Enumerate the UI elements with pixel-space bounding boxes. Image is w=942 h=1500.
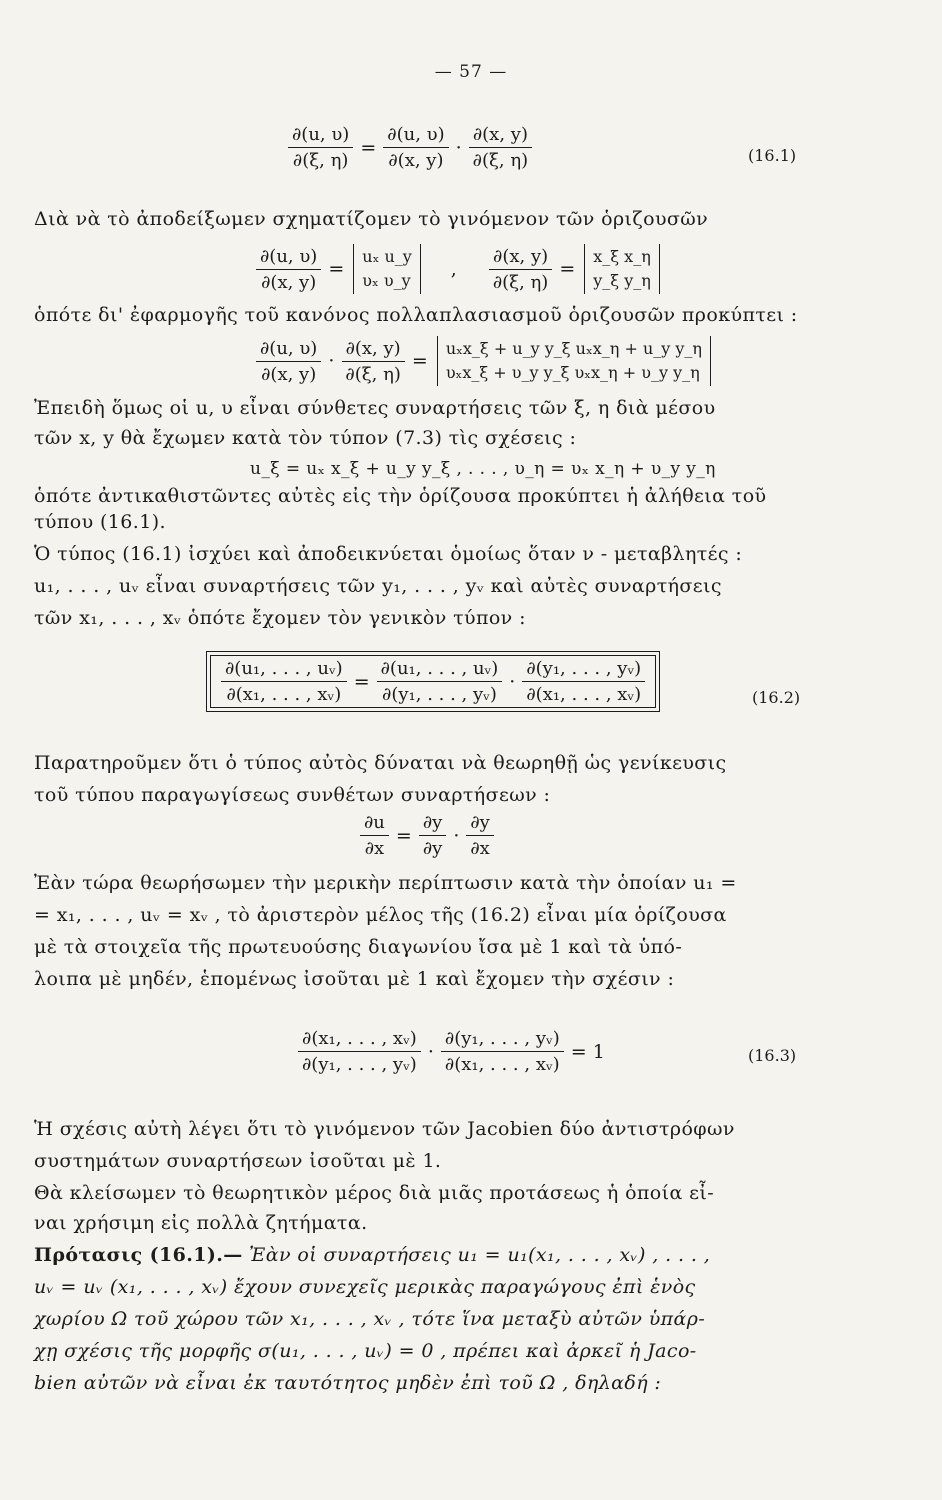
fraction: $\frac{\text{∂(y₁, . . . , yᵥ)}}{\text{∂(x₁, . . . , xᵥ)}}$	[522, 658, 645, 705]
text-line: = x₁, . . . , uᵥ = xᵥ , τὸ ἀριστερὸν μέλος τῆς (16.2) εἶναι μία ὁρίζουσα	[34, 904, 727, 926]
text-line: Ἐὰν τώρα θεωρήσωμεν τὴν μερικὴν περίπτωσιν κατὰ τὴν ὁποίαν u₁ =	[34, 872, 737, 894]
fraction: $\frac{\partial y}{\partial y}$	[419, 812, 446, 859]
fraction: $\frac{\partial u}{\partial x}$	[360, 812, 389, 859]
determinant: uₓx_ξ + u_y y_ξ uₓx_η + u_y y_η υₓx_ξ + υ_y y_ξ υₓx_η + υ_y y_η	[437, 336, 711, 386]
determinant: x_ξ x_η y_ξ y_η	[584, 244, 660, 294]
equation-tag: (16.3)	[748, 1046, 797, 1065]
text-line: ὁπότε δι' ἐφαρμογῆς τοῦ κανόνος πολλαπλασιασμοῦ ὁριζουσῶν προκύπτει :	[34, 304, 798, 326]
text-line: τῶν x₁, . . . , xᵥ ὁπότε ἔχομεν τὸν γενικὸν τύπον :	[34, 607, 526, 629]
text-line: τοῦ τύπου παραγωγίσεως συνθέτων συναρτήσεων :	[34, 784, 551, 806]
page-number: — 57 —	[434, 62, 508, 82]
fraction: $\frac{\partial y}{\partial x}$	[466, 812, 493, 859]
fraction: $\frac{\partial(x, y)}{\partial(\xi, \eta)}$	[341, 338, 405, 385]
text-line: λοιπα μὲ μηδέν, ἑπομένως ἰσοῦται μὲ 1 καὶ ἔχομεν τὴν σχέσιν :	[34, 968, 675, 990]
determinant: uₓ u_y υₓ υ_y	[353, 244, 421, 294]
chain-rule: $\frac{\partial u}{\partial x}$ = $\frac{\partial y}{\partial y}$ · $\frac{\partial y}{\partial x}$	[358, 812, 496, 859]
proposition-text: χωρίου Ω τοῦ χώρου τῶν x₁, . . . , xᵥ , τότε ἵνα μεταξὺ αὐτῶν ὑπάρ-	[34, 1308, 706, 1330]
equation-16-2: $\frac{\text{∂(u₁, . . . , uᵥ)}}{\text{∂(x₁, . . . , xᵥ)}}$ = $\frac{\text{∂(u₁, . . . , uᵥ)}}{\text{∂(y₁, . . . , yᵥ)}}$ · $\frac{\text{∂(y₁, . . . , yᵥ)}}{\text{∂(x₁, . . . , xᵥ)}}$	[210, 655, 656, 708]
text-line: τύπου (16.1).	[34, 511, 166, 533]
fraction: $\frac{\partial(x, y)}{\partial(\xi, \eta)}$	[489, 246, 553, 293]
proposition-text: χῃ σχέσις τῆς μορφῆς σ(u₁, . . . , uᵥ) = 0 , πρέπει καὶ ἀρκεῖ ἡ Jaco-	[34, 1340, 697, 1362]
dot-operator: ·	[455, 136, 462, 159]
text-line: Ἐπειδὴ ὅμως οἱ u, υ εἶναι σύνθετες συναρτήσεις τῶν ξ, η διὰ μέσου	[34, 397, 716, 419]
text-line: συστημάτων συναρτήσεων ἰσοῦται μὲ 1.	[34, 1150, 442, 1172]
equation-16-1	[286, 124, 534, 171]
fraction: $\frac{\partial(u, \upsilon)}{\partial(x, y)}$	[256, 246, 321, 293]
equation-tag: (16.1)	[748, 146, 797, 165]
equation-tag: (16.2)	[752, 688, 801, 707]
text-line: Θὰ κλείσωμεν τὸ θεωρητικὸν μέρος διὰ μιᾶς προτάσεως ἡ ὁποία εἶ-	[34, 1182, 715, 1204]
text-line: Ἡ σχέσις αὐτὴ λέγει ὅτι τὸ γινόμενον τῶν Jacobien δύο ἀντιστρόφων	[34, 1118, 735, 1140]
proposition-text: uᵥ = uᵥ (x₁, . . . , xᵥ) ἔχουν συνεχεῖς μερικὰς παραγώγους ἐπὶ ἑνὸς	[34, 1276, 696, 1298]
equation-16-3: $\frac{\text{∂(x₁, . . . , xᵥ)}}{\text{∂(y₁, . . . , yᵥ)}}$ · $\frac{\text{∂(y₁, . . . , yᵥ)}}{\text{∂(x₁, . . . , xᵥ)}}$ = 1	[296, 1028, 610, 1075]
relations: u_ξ = uₓ x_ξ + u_y y_ξ , . . . , υ_η = υₓ x_η + υ_y y_η	[250, 459, 716, 479]
text-line: Παρατηροῦμεν ὅτι ὁ τύπος αὐτὸς δύναται νὰ θεωρηθῇ ὡς γενίκευσις	[34, 752, 727, 774]
fraction: $\frac{\text{∂(y₁, . . . , yᵥ)}}{\text{∂(x₁, . . . , xᵥ)}}$	[441, 1028, 564, 1075]
proposition-label: Πρότασις (16.1).—	[34, 1244, 243, 1266]
text-line: μὲ τὰ στοιχεῖα τῆς πρωτευούσης διαγωνίου ἴσα μὲ 1 καὶ τὰ ὑπό-	[34, 936, 683, 958]
text-line: ναι χρήσιμη εἰς πολλὰ ζητήματα.	[34, 1212, 368, 1234]
determinant-definitions: $\frac{\partial(u, \upsilon)}{\partial(x, y)}$ = uₓ u_y υₓ υ_y , $\frac{\partial(x, y)}{\partial(\xi, \eta)}$ = x_ξ x_η y_ξ y_η	[254, 244, 660, 294]
proposition-first-line	[34, 1244, 710, 1267]
text-line: τῶν x, y θὰ ἔχωμεν κατὰ τὸν τύπον (7.3) τὶς σχέσεις :	[34, 427, 577, 449]
proposition-text: bien αὐτῶν νὰ εἶναι ἐκ ταυτότητος μηδὲν ἐπὶ τοῦ Ω , δηλαδή :	[34, 1372, 662, 1394]
text-line: Διὰ νὰ τὸ ἀποδείξωμεν σχηματίζομεν τὸ γινόμενον τῶν ὁριζουσῶν	[34, 208, 709, 230]
text-line: Ὁ τύπος (16.1) ἰσχύει καὶ ἀποδεικνύεται ὁμοίως ὅταν ν - μεταβλητές :	[34, 543, 743, 565]
proposition-text: Ἐὰν οἱ συναρτήσεις u₁ = u₁(x₁, . . . , xᵥ) , . . . ,	[249, 1244, 711, 1266]
fraction: $\frac{\text{∂(x₁, . . . , xᵥ)}}{\text{∂(y₁, . . . , yᵥ)}}$	[298, 1028, 421, 1075]
fraction: $\frac{\partial(u, \upsilon)}{\partial(\xi, \eta)}$	[288, 124, 353, 171]
fraction: $\frac{\partial(u, \upsilon)}{\partial(x, y)}$	[383, 124, 448, 171]
fraction: $\frac{\text{∂(u₁, . . . , uᵥ)}}{\text{∂(x₁, . . . , xᵥ)}}$	[221, 658, 347, 705]
fraction: $\frac{\partial(u, \upsilon)}{\partial(x, y)}$	[256, 338, 321, 385]
equals-sign: =	[360, 136, 377, 159]
text-line: ὁπότε ἀντικαθιστῶντες αὐτὲς εἰς τὴν ὁρίζουσα προκύπτει ἡ ἀλήθεια τοῦ	[34, 485, 767, 507]
fraction: $\frac{\partial(x, y)}{\partial(\xi, \eta)}$	[469, 124, 533, 171]
determinant-product: $\frac{\partial(u, \upsilon)}{\partial(x, y)}$ · $\frac{\partial(x, y)}{\partial(\xi, \eta)}$ = uₓx_ξ + u_y y_ξ uₓx_η + u_y y_η υₓx_ξ + υ_y y_ξ υₓx_η + υ_y y_η	[254, 336, 711, 386]
fraction: $\frac{\text{∂(u₁, . . . , uᵥ)}}{\text{∂(y₁, . . . , yᵥ)}}$	[377, 658, 503, 705]
text-line: u₁, . . . , uᵥ εἶναι συναρτήσεις τῶν y₁, . . . , yᵥ καὶ αὐτὲς συναρτήσεις	[34, 575, 722, 597]
